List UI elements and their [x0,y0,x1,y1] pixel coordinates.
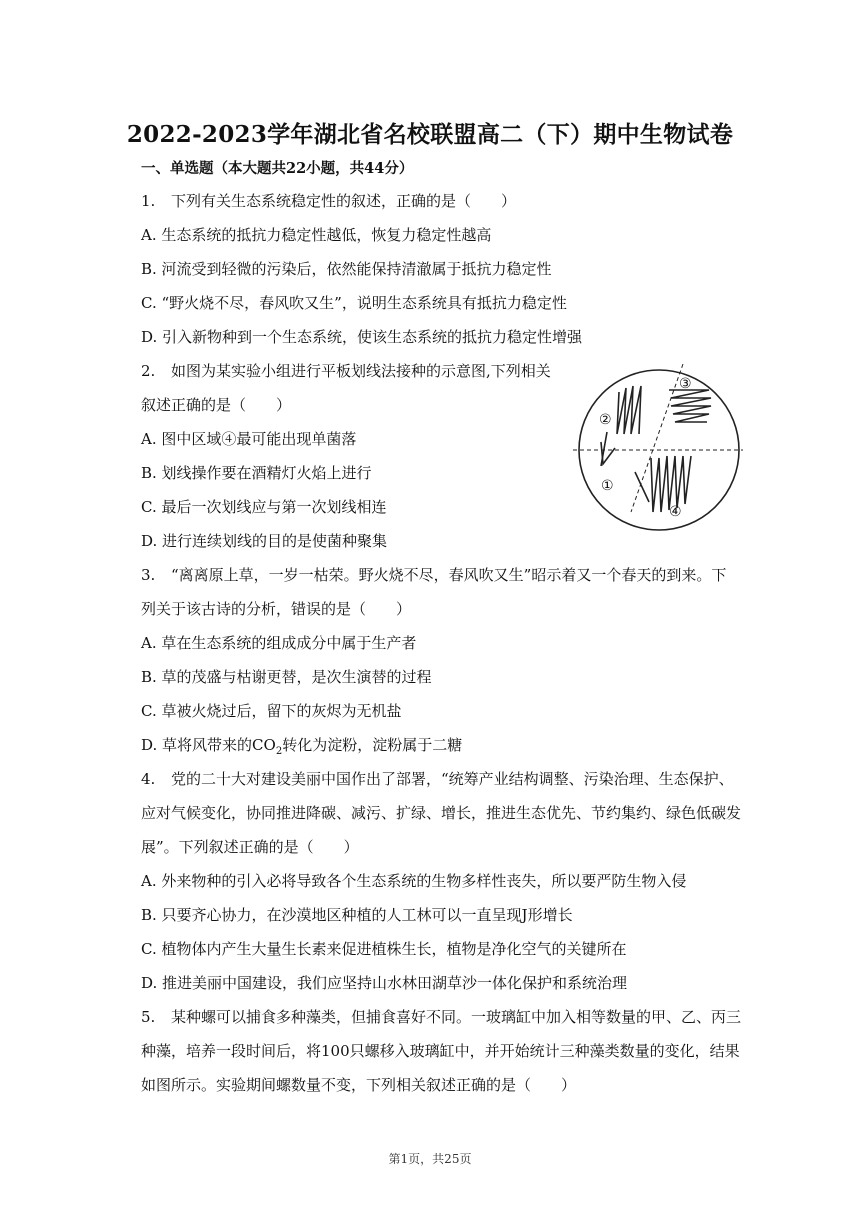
q2-stem-line1: 2. 如图为某实验小组进行平板划线法接种的示意图,下列相关 [141,362,551,380]
q2-option-d: D. 进行连续划线的目的是使菌种聚集 [141,532,388,550]
q4-option-b: B. 只要齐心协力，在沙漠地区种植的人工林可以一直呈现J形增长 [141,906,573,924]
q3-stem-line1: 3. “离离原上草，一岁一枯荣。野火烧不尽，春风吹又生”昭示着又一个春天的到来。下 [141,566,727,584]
page-footer: 第1页，共25页 [388,1152,472,1166]
q2-option-c: C. 最后一次划线应与第一次划线相连 [141,498,387,516]
q4-option-d: D. 推进美丽中国建设，我们应坚持山水林田湖草沙一体化保护和系统治理 [141,974,628,992]
q5-stem-line3: 如图所示。实验期间螺数量不变，下列相关叙述正确的是（ ） [141,1076,577,1094]
q2-option-a: A. 图中区域④最可能出现单菌落 [141,430,357,448]
q4-option-a: A. 外来物种的引入必将导致各个生态系统的生物多样性丧失，所以要严防生物入侵 [141,872,687,890]
q1-option-d: D. 引入新物种到一个生态系统，使该生态系统的抵抗力稳定性增强 [141,328,583,346]
q1-option-c: C. “野火烧不尽，春风吹又生”，说明生态系统具有抵抗力稳定性 [141,294,567,312]
q3-stem-line2: 列关于该古诗的分析，错误的是（ ） [141,600,412,618]
fig-label-3: ③ [679,376,692,392]
fig-label-2: ② [599,412,612,428]
q1-option-b: B. 河流受到轻微的污染后，依然能保持清澈属于抵抗力稳定性 [141,260,552,278]
q5-stem-line1: 5. 某种螺可以捕食多种藻类，但捕食喜好不同。一玻璃缸中加入相等数量的甲、乙、丙三 [141,1008,742,1026]
q4-option-c: C. 植物体内产生大量生长素来促进植株生长，植物是净化空气的关键所在 [141,940,627,958]
fig-label-4: ④ [669,504,682,520]
q2-option-b: B. 划线操作要在酒精灯火焰上进行 [141,464,372,482]
q4-stem-line3: 展”。下列叙述正确的是（ ） [141,838,359,856]
q4-stem-line2: 应对气候变化，协同推进降碳、减污、扩绿、增长，推进生态优先、节约集约、绿色低碳发 [141,804,742,822]
q5-stem-line2: 种藻，培养一段时间后，将100只螺移入玻璃缸中，并开始统计三种藻类数量的变化，结果 [141,1042,740,1060]
q3-option-d: D. 草将风带来的$CO_2$转化为淀粉，淀粉属于二糖 [141,736,463,757]
streak-plate-figure [571,362,745,532]
exam-title: 2022-2023学年湖北省名校联盟高二（下）期中生物试卷 [126,121,734,148]
q2-stem-line2: 叙述正确的是（ ） [141,396,292,414]
section-heading: 一、单选题（本大题共22小题，共44分） [141,160,414,177]
q3-option-a: A. 草在生态系统的组成成分中属于生产者 [141,634,417,652]
q3-option-c: C. 草被火烧过后，留下的灰烬为无机盐 [141,702,402,720]
fig-label-1: ① [601,478,614,494]
q1-stem: 1. 下列有关生态系统稳定性的叙述，正确的是（ ） [141,192,517,210]
q1-option-a: A. 生态系统的抵抗力稳定性越低，恢复力稳定性越高 [141,226,492,244]
q3-option-b: B. 草的茂盛与枯谢更替，是次生演替的过程 [141,668,432,686]
q4-stem-line1: 4. 党的二十大对建设美丽中国作出了部署，“统筹产业结构调整、污染治理、生态保护、 [141,770,734,788]
